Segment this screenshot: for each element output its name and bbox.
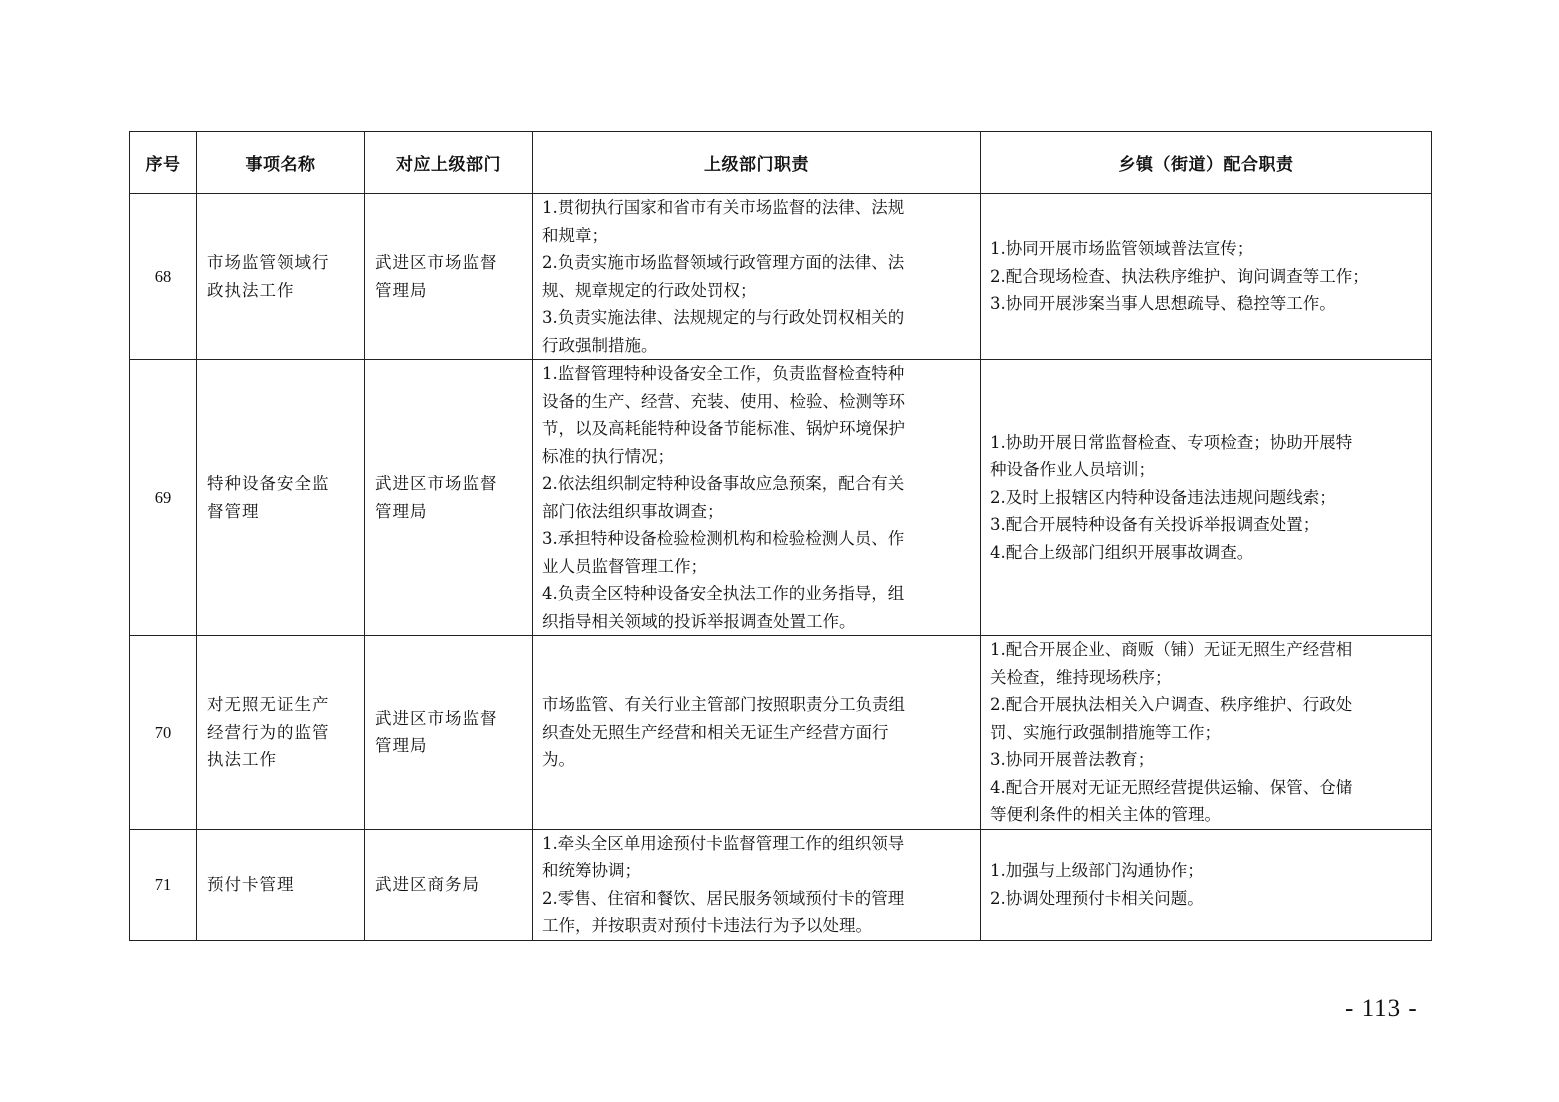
upper-duty-line: 为。 (542, 750, 575, 769)
header-town-duties: 乡镇（街道）配合职责 (981, 132, 1432, 194)
item-name-line: 督管理 (207, 501, 260, 521)
item-name-cell (197, 829, 365, 940)
upper-duty-line: 工作，并按职责对预付卡违法行为予以处理。 (542, 916, 872, 935)
header-upper-duties: 上级部门职责 (533, 132, 981, 194)
upper-duty-line: 节，以及高耗能特种设备节能标准、锅炉环境保护 (542, 419, 905, 438)
town-duty-line: 1.协助开展日常监督检查、专项检查；协助开展特 (990, 432, 1353, 452)
table-row (130, 829, 1432, 940)
department-line: 管理局 (375, 280, 428, 300)
department-line: 武进区商务局 (375, 874, 480, 894)
town-duty-line: 罚、实施行政强制措施等工作； (990, 722, 1221, 742)
row-number: 71 (130, 829, 197, 940)
item-name-line: 预付卡管理 (207, 874, 295, 894)
row-number: 68 (130, 194, 197, 360)
town-duty-line: 2.配合现场检查、执法秩序维护、询问调查等工作； (990, 266, 1369, 286)
town-duties-cell (981, 829, 1432, 940)
duty-table (129, 131, 1432, 941)
department-line: 管理局 (375, 501, 428, 521)
town-duty-line: 等便利条件的相关主体的管理。 (990, 805, 1221, 824)
upper-duty-line: 3.负责实施法律、法规规定的与行政处罚权相关的 (542, 308, 905, 327)
table-row (130, 360, 1432, 636)
upper-duty-line: 标准的执行情况； (542, 446, 674, 466)
department-cell (365, 636, 533, 830)
town-duty-line: 关检查，维持现场秩序； (990, 667, 1172, 687)
upper-duties-cell (533, 194, 981, 360)
upper-duty-line: 规、规章规定的行政处罚权； (542, 280, 757, 300)
item-name-line: 执法工作 (207, 750, 277, 769)
town-duty-line: 2.配合开展执法相关入户调查、秩序维护、行政处 (990, 695, 1353, 714)
upper-duty-line: 2.依法组织制定特种设备事故应急预案，配合有关 (542, 474, 905, 493)
upper-duty-line: 2.负责实施市场监督领域行政管理方面的法律、法 (542, 253, 905, 272)
upper-duty-line: 行政强制措施。 (542, 335, 658, 355)
upper-duty-line: 1.牵头全区单用途预付卡监督管理工作的组织领导 (542, 833, 905, 853)
row-number: 70 (130, 636, 197, 830)
table-header-row (130, 132, 1432, 194)
town-duty-line: 3.配合开展特种设备有关投诉举报调查处置； (990, 515, 1320, 535)
upper-duties-cell (533, 360, 981, 636)
town-duty-line: 2.协调处理预付卡相关问题。 (990, 888, 1204, 908)
item-name-line: 市场监管领域行 (207, 253, 330, 272)
town-duties-cell (981, 194, 1432, 360)
department-line: 武进区市场监督 (375, 474, 498, 493)
town-duty-line: 1.协同开展市场监管领域普法宣传； (990, 239, 1254, 259)
town-duty-line: 种设备作业人员培训； (990, 460, 1155, 480)
upper-duty-line: 部门依法组织事故调查； (542, 501, 724, 521)
upper-duty-line: 4.负责全区特种设备安全执法工作的业务指导，组 (542, 584, 905, 603)
town-duties-cell (981, 360, 1432, 636)
item-name-line: 政执法工作 (207, 280, 295, 300)
upper-duty-line: 1.监督管理特种设备安全工作，负责监督检查特种 (542, 364, 905, 383)
item-name-cell (197, 360, 365, 636)
town-duties-cell (981, 636, 1432, 830)
upper-duty-line: 1.贯彻执行国家和省市有关市场监督的法律、法规 (542, 198, 905, 217)
header-item-name: 事项名称 (197, 132, 365, 194)
department-cell (365, 829, 533, 940)
upper-duty-line: 和规章； (542, 225, 608, 245)
town-duty-line: 1.配合开展企业、商贩（铺）无证无照生产经营相 (990, 640, 1353, 659)
department-line: 管理局 (375, 736, 428, 756)
upper-duty-line: 业人员监督管理工作； (542, 556, 707, 576)
town-duty-line: 3.协同开展普法教育； (990, 750, 1155, 769)
item-name-cell (197, 636, 365, 830)
table-row (130, 636, 1432, 830)
department-cell (365, 360, 533, 636)
town-duty-line: 4.配合开展对无证无照经营提供运输、保管、仓储 (990, 777, 1353, 797)
town-duty-line: 1.加强与上级部门沟通协作； (990, 861, 1204, 880)
item-name-cell (197, 194, 365, 360)
upper-duty-line: 3.承担特种设备检验检测机构和检验检测人员、作 (542, 529, 905, 548)
header-upper-department: 对应上级部门 (365, 132, 533, 194)
town-duty-line: 2.及时上报辖区内特种设备违法违规问题线索； (990, 487, 1336, 507)
town-duty-line: 4.配合上级部门组织开展事故调查。 (990, 542, 1254, 562)
row-number: 69 (130, 360, 197, 636)
upper-duty-line: 和统筹协调； (542, 861, 641, 880)
upper-duty-line: 市场监管、有关行业主管部门按照职责分工负责组 (542, 695, 905, 714)
item-name-line: 经营行为的监管 (207, 722, 330, 742)
upper-duty-line: 设备的生产、经营、充装、使用、检验、检测等环 (542, 391, 905, 411)
upper-duties-cell (533, 636, 981, 830)
upper-duty-line: 织指导相关领域的投诉举报调查处置工作。 (542, 611, 856, 631)
upper-duties-cell (533, 829, 981, 940)
town-duty-line: 3.协同开展涉案当事人思想疏导、稳控等工作。 (990, 294, 1336, 314)
page-number: - 113 - (1345, 995, 1418, 1022)
department-cell (365, 194, 533, 360)
item-name-line: 特种设备安全监 (207, 474, 330, 493)
upper-duty-line: 2.零售、住宿和餐饮、居民服务领域预付卡的管理 (542, 888, 905, 908)
header-serial-number: 序号 (130, 132, 197, 194)
department-line: 武进区市场监督 (375, 253, 498, 272)
item-name-line: 对无照无证生产 (207, 695, 330, 714)
department-line: 武进区市场监督 (375, 708, 498, 728)
upper-duty-line: 织查处无照生产经营和相关无证生产经营方面行 (542, 722, 889, 742)
table-row (130, 194, 1432, 360)
